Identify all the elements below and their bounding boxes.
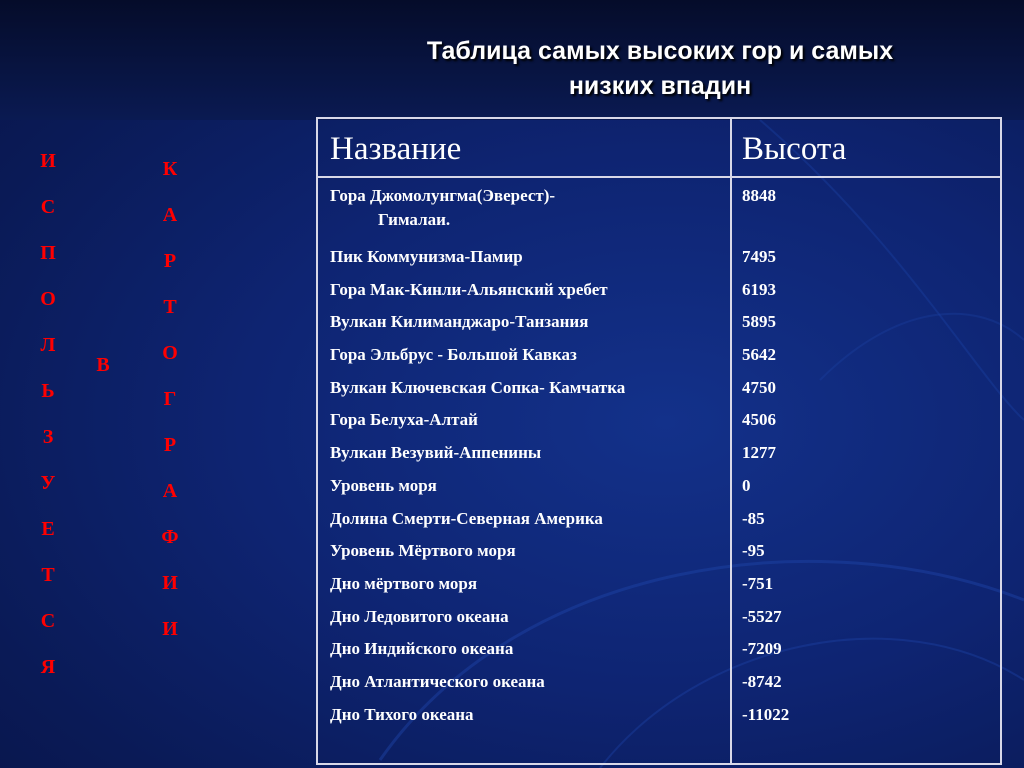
table-row-value: -751 [742, 573, 774, 593]
heights-column [742, 188, 992, 731]
mountains-table [316, 117, 1002, 765]
table-row-name: Дно Ледовитого океана [330, 606, 509, 626]
vertical-letter: О [40, 288, 56, 310]
table-row-name: Дно Атлантического океана [330, 671, 545, 691]
vertical-word-v: В [96, 354, 110, 376]
table-row-value: 7495 [742, 247, 776, 266]
table-row-value: 5642 [742, 345, 776, 365]
table-row-name: Пик Коммунизма-Памир [330, 247, 523, 266]
table-row-value: -95 [742, 541, 765, 561]
table-row-name: Гора Мак-Кинли-Альянский хребет [330, 279, 608, 299]
vertical-letter: И [162, 572, 178, 594]
table-row-name: Уровень моря [330, 475, 437, 495]
table-row-name: Уровень Мёртвого моря [330, 541, 516, 561]
vertical-letter: О [162, 342, 178, 364]
vertical-letter: Ь [41, 380, 55, 402]
vertical-letter: Г [163, 388, 177, 410]
table-row-value: 0 [742, 475, 751, 495]
table-row-name: Долина Смерти-Северная Америка [330, 508, 603, 528]
slide-title [330, 34, 990, 104]
vertical-letter: Л [40, 334, 56, 356]
vertical-letter: Т [163, 296, 177, 318]
vertical-letter: Я [40, 656, 56, 678]
table-row-name: Вулкан Ключевская Сопка- Камчатка [330, 377, 626, 397]
table-row-value: 8848 [742, 186, 776, 205]
table-row-value: 1277 [742, 443, 776, 463]
title-line-1: Таблица самых высоких гор и самых [426, 37, 894, 65]
vertical-letter: А [162, 480, 178, 502]
table-row-value: 5895 [742, 312, 776, 332]
header-height: Высота [742, 131, 847, 167]
vertical-letter: З [42, 426, 54, 448]
vertical-letter: Т [41, 564, 55, 586]
table-row-value: 4750 [742, 377, 776, 397]
vertical-letter: И [40, 150, 56, 172]
row-name-line-2: Гималаи. [378, 210, 451, 229]
vertical-letter: Ф [161, 526, 179, 548]
table-row-name: Дно мёртвого моря [330, 573, 478, 593]
vertical-letter: У [40, 472, 56, 494]
vertical-letter: С [40, 610, 56, 632]
header-divider [318, 176, 1000, 178]
table-row-value: -11022 [742, 704, 790, 724]
vertical-letter: К [162, 158, 178, 180]
vertical-letter: А [162, 204, 178, 226]
header-name: Название [330, 131, 462, 167]
table-row-value: -85 [742, 508, 765, 528]
row-name-line-1: Гора Джомолунгма(Эверест)- [330, 186, 556, 205]
vertical-word-kartografii [150, 158, 190, 664]
table-row-name: Дно Тихого океана [330, 704, 474, 724]
table-row-name [330, 184, 726, 241]
vertical-letter: Р [163, 250, 177, 272]
table-row-value: 6193 [742, 279, 776, 299]
table-row-value: 4506 [742, 410, 776, 430]
table-row-value: -7209 [742, 639, 782, 659]
column-divider [730, 119, 732, 763]
names-column [330, 188, 726, 731]
vertical-letter: И [162, 618, 178, 640]
vertical-word-ispolzuetsya [28, 150, 68, 702]
vertical-letter: П [40, 242, 56, 264]
vertical-letter: Р [163, 434, 177, 456]
vertical-letter: Е [41, 518, 55, 540]
table-row-name: Вулкан Везувий-Аппенины [330, 443, 542, 463]
table-row-name: Вулкан Килиманджаро-Танзания [330, 312, 589, 332]
table-row-name: Гора Белуха-Алтай [330, 410, 478, 430]
table-row-name: Гора Эльбрус - Большой Кавказ [330, 345, 577, 365]
vertical-letter: С [40, 196, 56, 218]
title-line-2: низких впадин [568, 72, 752, 100]
table-row-value: -8742 [742, 671, 782, 691]
table-row-value: -5527 [742, 606, 782, 626]
table-row-name: Дно Индийского океана [330, 639, 514, 659]
